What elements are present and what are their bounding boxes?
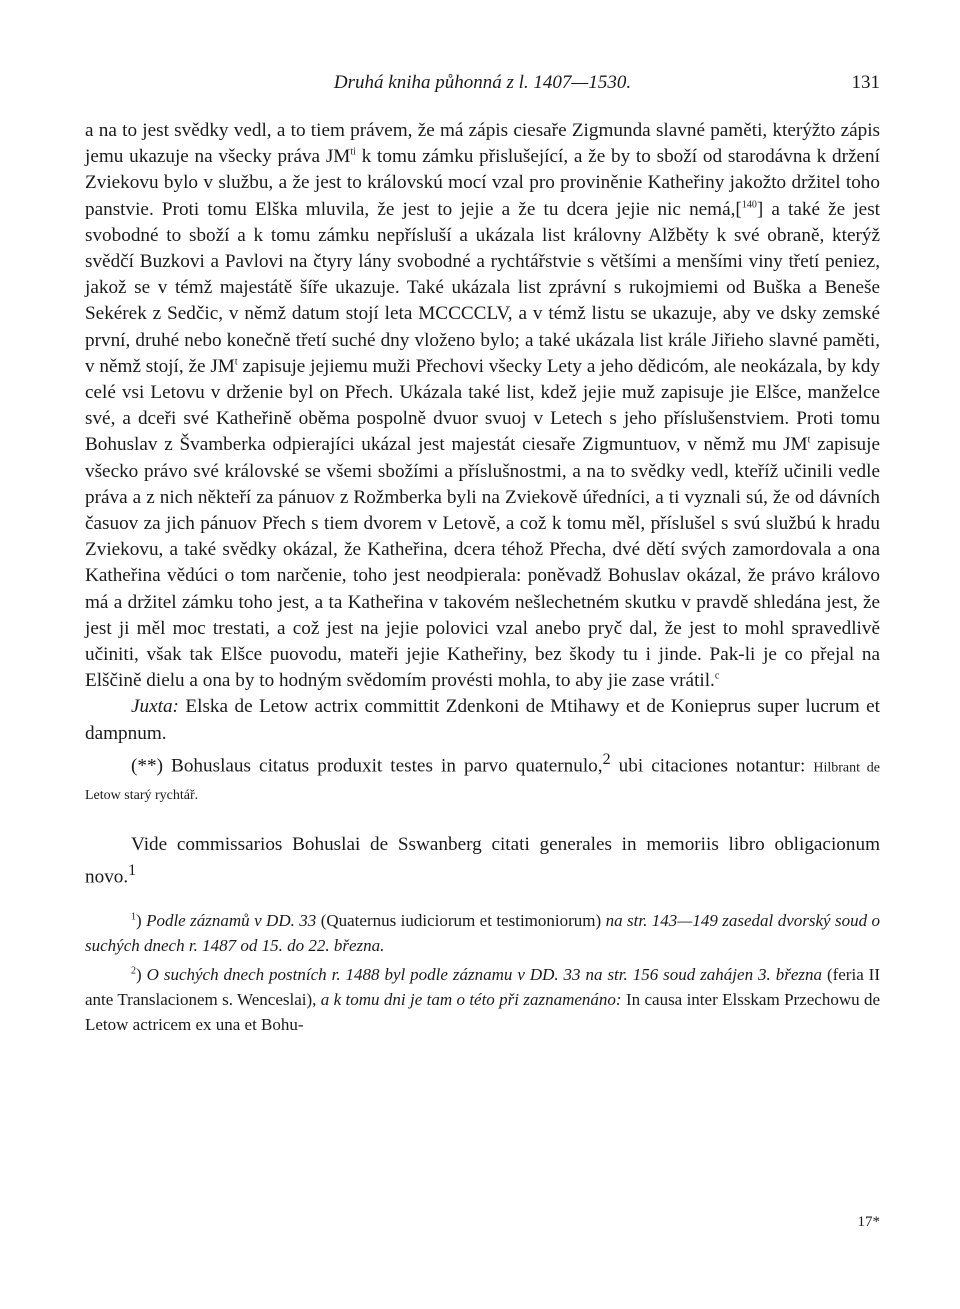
note-bohuslaus-sup: 2 xyxy=(602,750,611,768)
footnotes xyxy=(85,908,880,1037)
main-text-part-2: k tomu zámku přislušející, a že by to sboží od starodávna k držení Zviekovu bylo v službu, a že jest to královskú mocí vzal pro proviněnie Katheřiny jakožto držitel toho panstvie. Proti tomu Elška mluvila, že jest to jejie a že tu dcera jejie nic nemá,[ xyxy=(85,146,880,220)
main-text-part-1: a na to jest svědky vedl, a to tiem právem, že má zápis ciesaře Zigmunda slavné paměti, kterýžto zápis jemu ukazuje na všecky práva JM xyxy=(85,120,880,168)
footnote-1-mark: 1 xyxy=(131,911,136,923)
page xyxy=(85,72,881,1230)
main-paragraph xyxy=(85,118,880,694)
main-text-part-4: zapisuje jejiemu muži Přechovi všecky Lety a jeho dědicóm, ale neokázala, by kdy celé vsi Letovu v drženie byl on Přech. Ukázala také list, kdež jejie muž zapisuje jie Elšce, manželce své, a dceři své Katheřině oběma pospolně dvuor svuoj v Letech s jeho příslušenstviem. Proti tomu Bohuslav z Švamberka odpierajíci ukázal jest majestát ciesaře Zigmuntuov, v němž mu JM xyxy=(85,355,880,456)
page-header xyxy=(85,72,880,102)
superscript-3: t xyxy=(234,356,238,368)
note-bohuslaus-small: Hilbrant de Letow starý rychtář. xyxy=(85,760,880,804)
main-text-part-5: zapisuje všecko právo své královské se všemi sbožími a příslušnostmi, a na to svědky vedl, kteříž učinili vedle práva a z nich někteří za pánuov z Rožmberka byli na Zviekově úředníci, a ti vyznali sú, že od dávních časuov za jich pánuov Přech s tiem dvorem v Letově, a což k tomu měl, příslušel s svú službú k hradu Zviekovu, a také svědky okázal, že Katheřina, dcera téhož Přecha, dvé dětí svých zamordovala a ona Katheřina vědúci o tom narčenie, toho jest neodpierala: poněvadž Bohuslav okázal, že právo královo má a držitel zámku toho jest, a ta Katheřina v takovém nešlechetném skutku v pravdě shledána jest, že jest ji měl moc trestati, a což jest na jejie polovici vzal anebo pryč dal, že jest to mohl spravedlivě učiniti, však tak Elšce puovodu, mateři jejie Katheřiny, bez škody tu i jinde. Pak-li je co přejal na Elščině dielu a ona by to hodným svědomím provésti mohla, to aby jie zase vrátil. xyxy=(85,434,880,692)
footnote-1-a: Podle záznamů v DD. 33 xyxy=(146,911,321,931)
footnote-1: $^1$) Podle záznamů v DD. 33 (Quaternus iudiciorum et testimoniorum) na str. 143—149 zasedal dvorský soud o suchých dnech r. 1487 od 15. do 22. března. xyxy=(85,911,881,956)
superscript-1: ti xyxy=(350,146,356,158)
footnote-2-a: O suchých dnech postních r. 1488 byl podle záznamu v DD. 33 na str. 156 soud zahájen 3. března xyxy=(146,965,827,985)
note-bohuslaus xyxy=(85,747,880,810)
main-text-part-3: ] a také že jest svobodné to sboží a k tomu zámku nepřísluší a ukázala list královny Alžběty k své obraně, kterýž svědčí Buzkovi a Pavlovi na čtyry lány svobodné a rychtářstvie s většími a menšími viny třetí peniez, jakož se v témž majestátě šíře ukazuje. Také ukázala list zprávní s rukojmiemi od Buška a Beneše Sekérek z Sedčic, v němž datum stojí leta MCCCCLV, a v témž listu se ukazuje, aby ve dsky zemské první, druhé nebo konečně třetí suché dny vloženo bylo; a také ukázala list krále Jiřieho slavné paměti, v němž stojí, že JM xyxy=(85,198,880,377)
footnote-2-mark: 2 xyxy=(131,965,136,977)
superscript-5: c xyxy=(714,670,720,682)
footnote-1-c: na str. 143—149 zasedal dvorský soud o suchých dnech r. 1487 od 15. do 22. března. xyxy=(85,911,881,956)
note-bohuslaus-text: Bohuslaus citatus produxit testes in parvo quaternulo, xyxy=(162,755,603,777)
footnote-2-b: (feria II ante Translacionem s. Wenceslai), xyxy=(85,965,880,1010)
signature-mark: 17* xyxy=(857,1214,880,1230)
vide-paragraph xyxy=(85,832,880,891)
note-bohuslaus-mark: (**) xyxy=(131,755,163,777)
superscript-4: t xyxy=(807,435,811,447)
footnote-1-b: (Quaternus iudiciorum et testimoniorum) xyxy=(320,911,602,931)
note-bohuslaus-text-2: ubi citaciones notantur: xyxy=(610,755,814,777)
vide-text: Vide commissarios Bohuslai de Sswanberg citati generales in memoriis libro obligacionum novo. xyxy=(85,833,880,888)
page-number: 131 xyxy=(851,72,880,93)
footnote-2-d: In causa inter Elsskam Przechowu de Letow actricem ex una et Bohu- xyxy=(85,990,880,1035)
superscript-2: 140 xyxy=(741,199,757,211)
note-juxta-lead: Juxta: xyxy=(131,696,179,718)
vide-sup: 1 xyxy=(128,861,137,879)
footnote-2: $^2$) O suchých dnech postních r. 1488 byl podle záznamu v DD. 33 na str. 156 soud zahájen 3. března (feria II ante Translacionem s. Wenceslai), a k tomu dni je tam o této při zaznamenáno: In causa inter Elsskam Przechowu de Letow actricem ex una et Bohu- xyxy=(85,965,880,1035)
footnote-2-c: a k tomu dni je tam o této při zaznamenáno: xyxy=(316,990,626,1010)
running-title: Druhá kniha půhonná z l. 1407—1530. xyxy=(333,72,632,93)
note-juxta xyxy=(85,694,880,746)
note-juxta-text: Elska de Letow actrix committit Zdenkoni de Mtihawy et de Konieprus super lucrum et dampnum. xyxy=(85,696,880,744)
